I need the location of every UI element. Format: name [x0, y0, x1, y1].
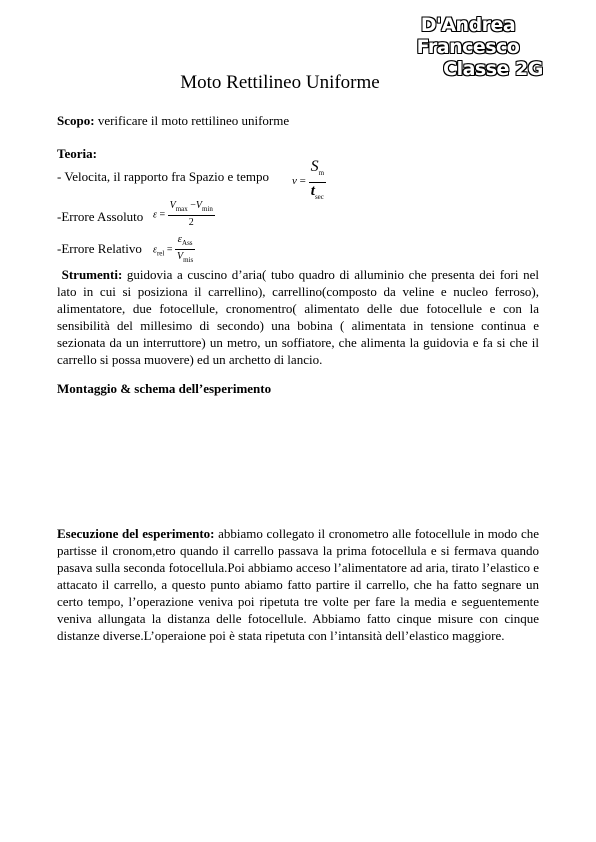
esecuzione-text: abbiamo collegato il cronometro alle fotocellule in modo che partisse il cronom,etro quando il carrello passava la prima fotocellula e si fermava quando pasava sulla seconda fotocellula.Poi abbiamo acceso l’alimentatore ad aria, tirato l’elastico e attacato il carrello, a questo punto abiamo fatto partire il carrello, che ha fatto segnare un certo tempo, l’operazione veniva poi ripetuta tre volte per fare la media e seguentemente veniva allungata la distanza delle fotocellule. Abbiamo fatto cinque misure con cinque distanze diverse.L’operaione poi è stata ripetuta con l’intansità dell’elastico maggiore.: [57, 526, 539, 643]
teoria-heading: Teoria:: [57, 146, 97, 161]
velocita-line: - Velocita, il rapporto fra Spazio e tempo: [57, 169, 270, 184]
errore-relativo-line: -Errore Relativo: [57, 241, 142, 256]
scopo-text: verificare il moto rettilineo uniforme: [94, 113, 290, 128]
esecuzione-label: Esecuzione del esperimento:: [57, 526, 215, 541]
relative-error-formula: $\varepsilon_{rel}$ = $\frac{\varepsilon_{Ass}}{V_{mis}}$: [153, 233, 195, 267]
scopo-label: Scopo:: [57, 113, 95, 128]
scopo-paragraph: [57, 112, 289, 129]
author-header: [368, 14, 568, 80]
strumenti-label: Strumenti:: [61, 267, 123, 282]
document-title: Moto Rettilineo Uniforme: [180, 72, 380, 93]
author-name: D'Andrea Francesco: [416, 14, 520, 58]
absolute-error-formula: ε = $\frac{V_{max} -V_{min}}{2}$: [153, 200, 213, 228]
absolute-error-fraction: $\frac{V_{max} -V_{min}}{2}$: [169, 200, 213, 228]
strumenti-paragraph: [57, 266, 539, 368]
esecuzione-paragraph: [57, 525, 539, 644]
velocity-formula: v = $\frac{S_m}{t_{sec}}$: [292, 158, 326, 205]
relative-error-fraction: $\frac{\varepsilon_{Ass}}{V_{mis}}$: [176, 233, 194, 265]
montaggio-heading: Montaggio & schema dell’esperimento: [57, 381, 272, 396]
errore-assoluto-line: -Errore Assoluto: [57, 209, 144, 224]
author-class: Classe 2G: [443, 58, 543, 80]
velocity-fraction: $\frac{S_m}{t_{sec}}$: [310, 158, 325, 202]
strumenti-text: guidovia a cuscino d’aria( tubo quadro di alluminio che presenta dei fori nel lato in cui si posiziona il carrellino), carrellino(composto da veline e nucleo ferroso), alimentatore, due fotocellule, cronomentro( alimentato delle due fotocellule e con la sensibilità del millesimo di secondo) una bobina ( alimentata in tensione continua e sezionata da un interruttore) un metro, un soffiatore, che alimenta la guidovia e fa si che il carrello si possa muovere) ed un archetto di lancio.: [57, 267, 539, 367]
